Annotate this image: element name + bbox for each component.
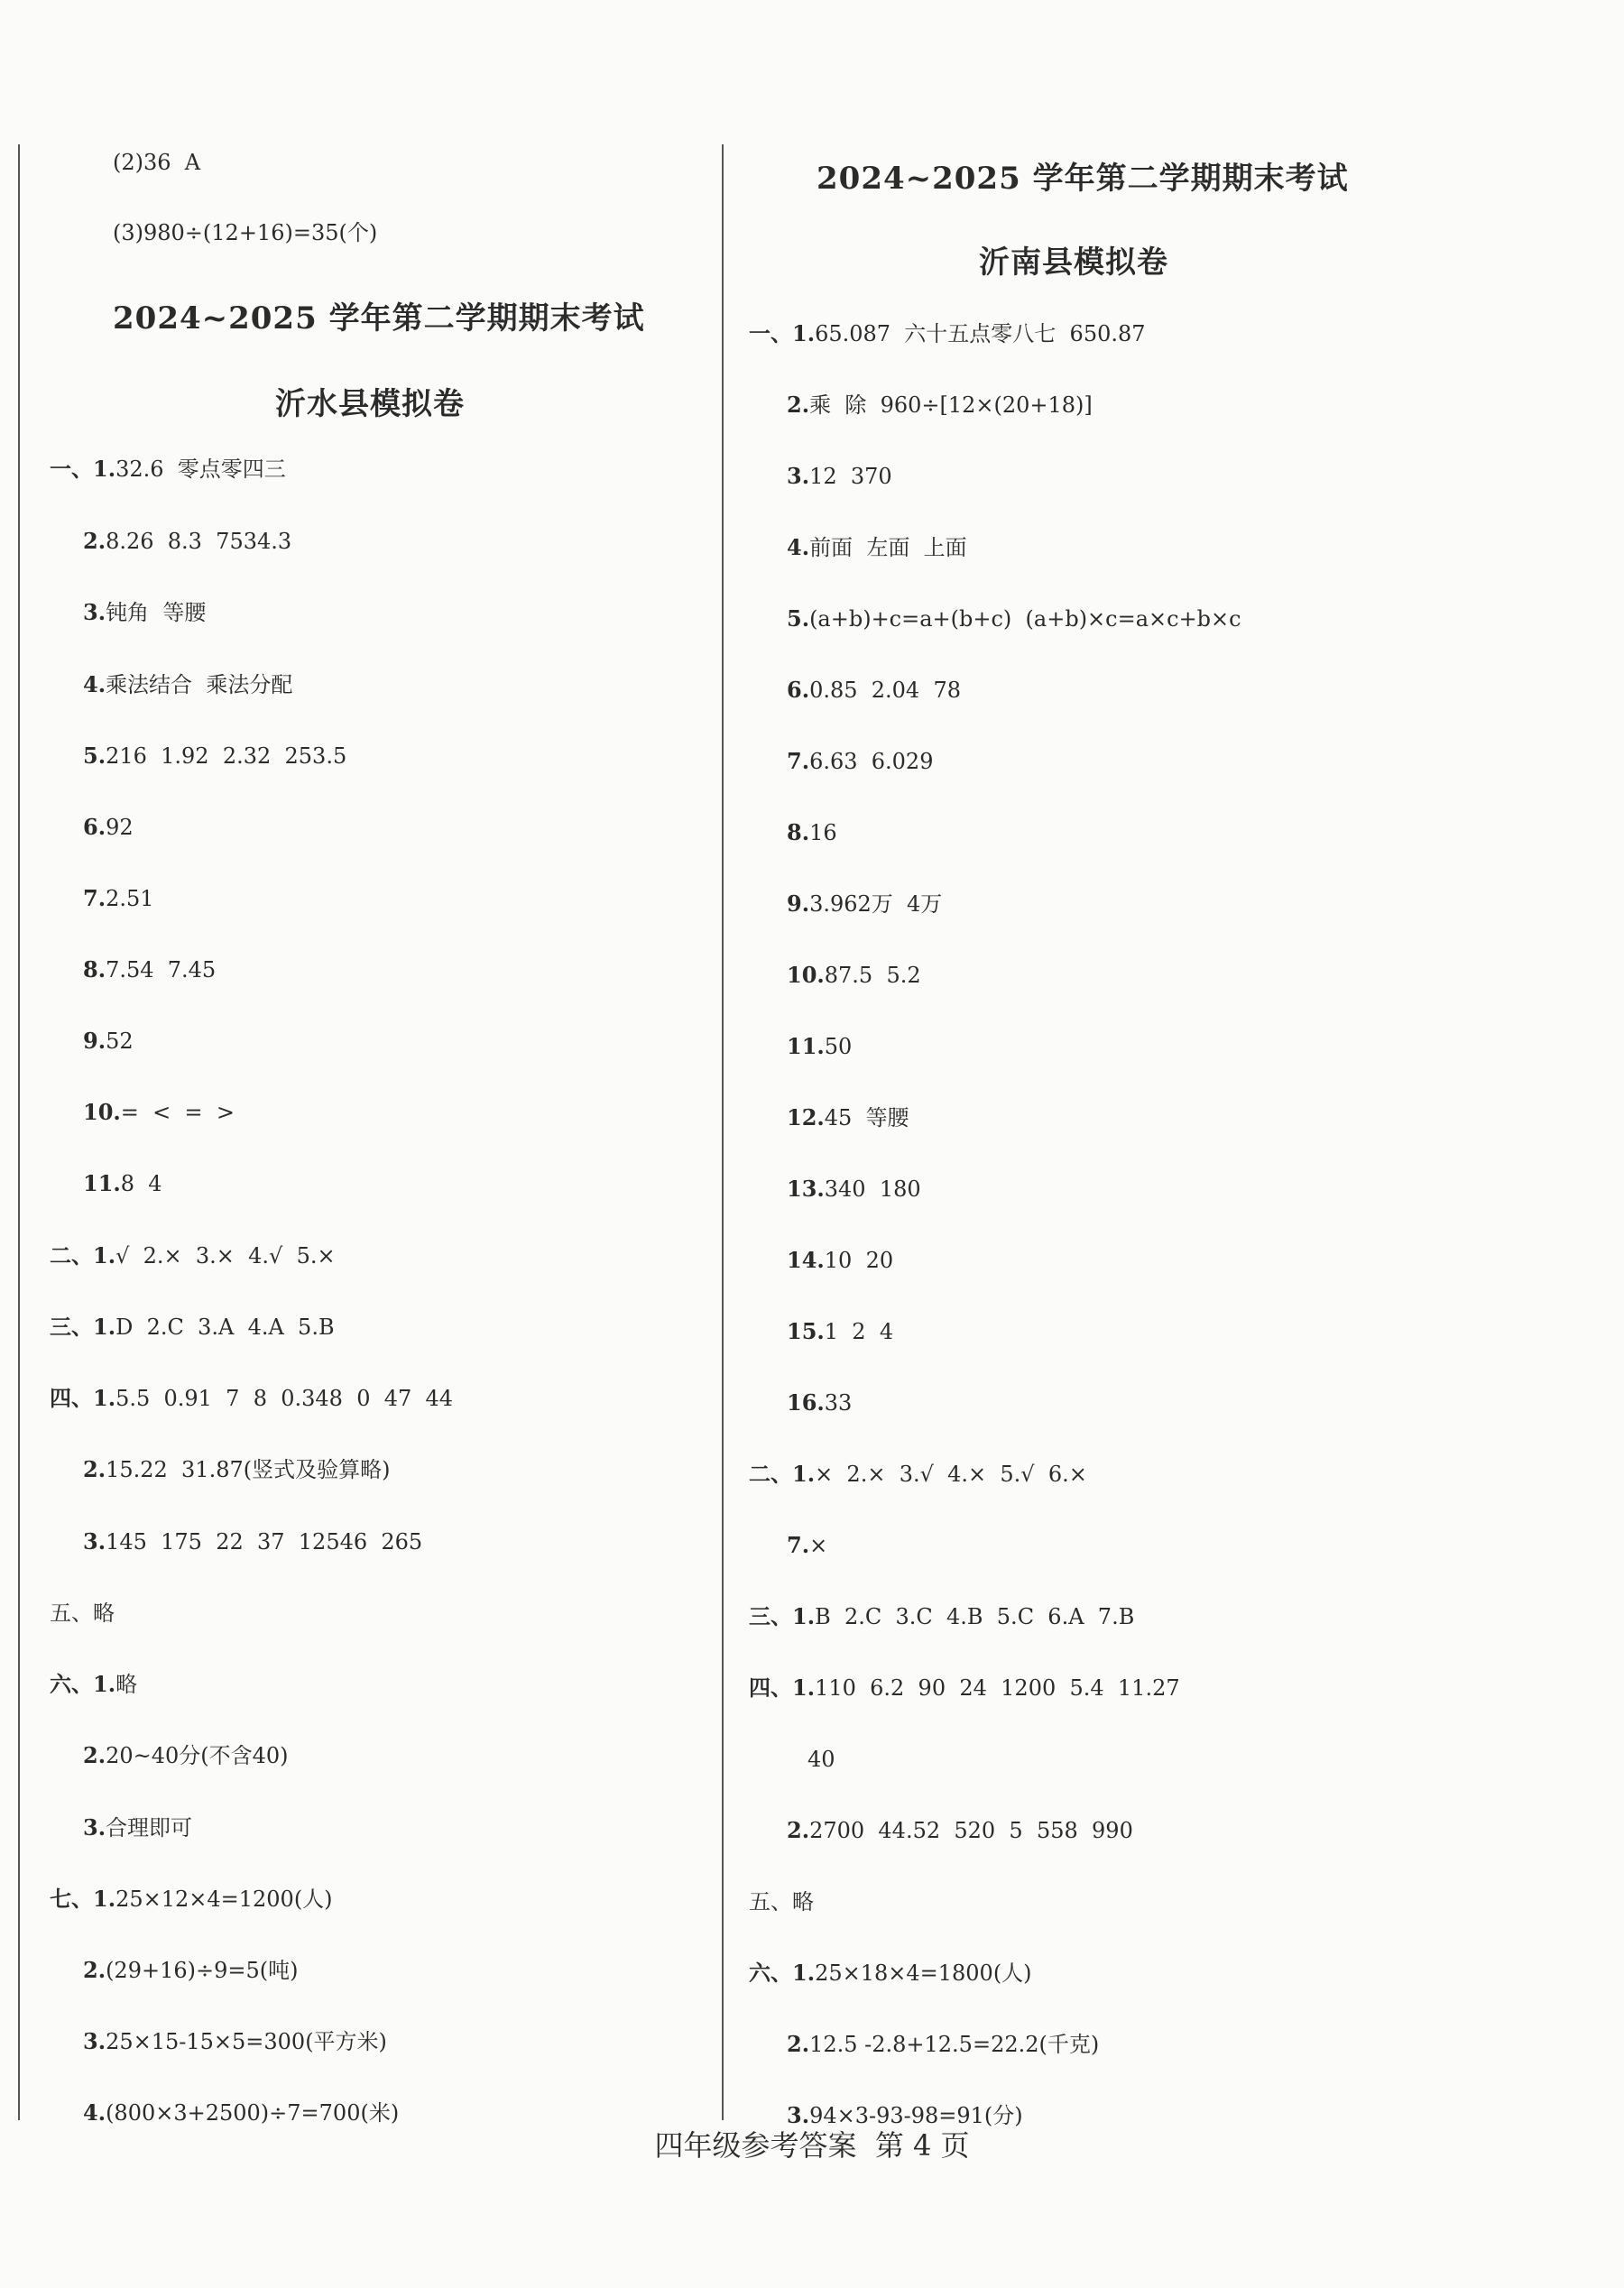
answer-line: [113, 219, 377, 246]
answer-number: 12.: [787, 1104, 825, 1130]
answer-line: [113, 149, 200, 176]
left-heading-1: 2024~2025 学年第二学期期末考试: [113, 300, 645, 337]
answer-text: 15.22 31.87(竖式及验算略): [106, 1457, 391, 1482]
answer-number: 4.: [83, 671, 106, 697]
answer-text: 25×15-15×5=300(平方米): [106, 2029, 387, 2054]
answer-line: [807, 1746, 835, 1773]
answer-line: [787, 463, 892, 490]
answer-line: [83, 1099, 235, 1126]
answer-text: B 2.C 3.C 4.B 5.C 6.A 7.B: [815, 1604, 1135, 1629]
answer-text: 1 2 4: [824, 1319, 894, 1344]
answer-line: [787, 890, 942, 918]
answer-text: 94×3-93-98=91(分): [809, 2103, 1023, 2128]
answer-text: (a+b)+c=a+(b+c) (a+b)×c=a×c+b×c: [809, 606, 1241, 632]
answer-text: 7.54 7.45: [106, 957, 217, 983]
answer-text: 40: [807, 1747, 835, 1772]
answer-line: [83, 743, 346, 770]
answer-number: 5.: [787, 605, 810, 632]
answer-text: (3)980÷(12+16)=35(个): [113, 220, 378, 245]
right-heading-1: 2024~2025 学年第二学期期末考试: [817, 161, 1349, 197]
answer-number: 10.: [787, 962, 825, 988]
answer-text: 8.26 8.3 7534.3: [106, 529, 292, 554]
answer-number: 2.: [787, 2031, 810, 2057]
answer-line: [749, 1674, 1180, 1702]
answer-number: 6.: [787, 677, 810, 703]
answer-number: 8.: [83, 956, 106, 983]
answer-line: [83, 671, 292, 698]
answer-number: 15.: [787, 1318, 825, 1344]
answer-text: 52: [106, 1029, 134, 1054]
answer-line: [83, 2028, 387, 2055]
answer-number: 3.: [83, 1528, 106, 1555]
answer-number: 二、1.: [50, 1242, 116, 1269]
answer-text: 12.5 -2.8+12.5=22.2(千克): [809, 2032, 1100, 2057]
answer-line: [749, 320, 1146, 347]
answer-number: 9.: [83, 1028, 106, 1054]
answer-number: 2.: [83, 1742, 106, 1768]
answer-number: 七、1.: [50, 1886, 116, 1912]
answer-text: 合理即可: [106, 1815, 193, 1841]
right-heading-2: 沂南县模拟卷: [979, 244, 1168, 281]
answer-text: 略: [115, 1672, 138, 1697]
answer-text: (29+16)÷9=5(吨): [106, 1958, 299, 1983]
answer-text: 25×18×4=1800(人): [815, 1960, 1032, 1986]
answer-text: ×: [809, 1533, 828, 1558]
answer-text: 乘法结合 乘法分配: [106, 672, 293, 697]
answer-number: 3.: [83, 599, 106, 625]
answer-text: 50: [824, 1034, 853, 1059]
answer-text: 110 6.2 90 24 1200 5.4 11.27: [815, 1675, 1180, 1701]
answer-line: [83, 814, 134, 841]
answer-text: 前面 左面 上面: [809, 535, 967, 560]
answer-text: 65.087 六十五点零八七 650.87: [815, 321, 1146, 346]
answer-line: [787, 2031, 1099, 2058]
answer-line: [83, 1957, 298, 1984]
answer-line: [83, 1814, 192, 1841]
answer-line: [749, 1603, 1134, 1630]
answer-number: 二、1.: [749, 1461, 816, 1487]
answer-text: 12 370: [809, 464, 892, 489]
answer-text: (800×3+2500)÷7=700(米): [106, 2100, 400, 2126]
answer-text: 87.5 5.2: [824, 963, 921, 988]
answer-text: 6.63 6.029: [809, 749, 934, 774]
answer-text: 340 180: [824, 1176, 921, 1202]
answer-line: [83, 885, 154, 912]
answer-number: 4.: [83, 2099, 106, 2126]
answer-number: 2.: [83, 1957, 106, 1983]
answer-text: 10 20: [824, 1248, 894, 1273]
answer-text: 五、略: [749, 1889, 814, 1914]
answer-number: 7.: [787, 1532, 810, 1558]
answer-number: 11.: [83, 1170, 121, 1196]
page-footer: 四年级参考答案 第 4 页: [654, 2128, 970, 2163]
answer-line: [83, 956, 216, 983]
answer-number: 六、1.: [50, 1671, 116, 1697]
answer-line: [787, 1176, 921, 1203]
answer-text: 25×12×4=1200(人): [115, 1887, 333, 1912]
answer-text: 16: [809, 820, 837, 845]
answer-line: [787, 1318, 893, 1345]
answer-number: 三、1.: [749, 1603, 816, 1629]
answer-text: 五、略: [50, 1601, 115, 1626]
answer-line: [83, 1528, 422, 1555]
answer-number: 2.: [787, 392, 810, 418]
answer-line: [83, 599, 206, 626]
answer-number: 三、1.: [50, 1314, 116, 1340]
answer-line: [50, 1600, 115, 1627]
answer-text: 0.85 2.04 78: [809, 678, 961, 703]
answer-line: [787, 1104, 909, 1131]
answer-line: [83, 1028, 134, 1055]
answer-text: 92: [106, 815, 134, 840]
answer-number: 11.: [787, 1033, 825, 1059]
answer-line: [787, 605, 1241, 632]
answer-number: 四、1.: [50, 1385, 116, 1411]
answer-number: 一、1.: [749, 320, 816, 346]
answer-line: [749, 1461, 1087, 1488]
answer-text: 2.51: [106, 886, 154, 911]
answer-line: [83, 1456, 390, 1483]
answer-number: 四、1.: [749, 1674, 816, 1701]
answer-text: 钝角 等腰: [106, 600, 207, 625]
answer-number: 7.: [83, 885, 106, 911]
answer-line: [787, 1247, 893, 1274]
answer-number: 8.: [787, 819, 810, 845]
answer-line: [787, 392, 1093, 419]
answer-line: [787, 1033, 852, 1060]
answer-line: [50, 456, 286, 483]
answer-text: 20~40分(不含40): [106, 1743, 289, 1768]
answer-text: 2700 44.52 520 5 558 990: [809, 1818, 1133, 1843]
answer-number: 2.: [83, 1456, 106, 1482]
answer-number: 13.: [787, 1176, 825, 1202]
answer-line: [50, 1314, 335, 1341]
answer-text: 8 4: [120, 1171, 162, 1196]
answer-line: [787, 677, 961, 704]
answer-number: 6.: [83, 814, 106, 840]
answer-number: 7.: [787, 748, 810, 774]
answer-line: [83, 528, 291, 555]
answer-number: 2.: [83, 528, 106, 554]
answer-number: 16.: [787, 1389, 825, 1416]
answer-line: [50, 1671, 137, 1698]
left-margin-rule: [18, 144, 20, 2120]
answer-text: 32.6 零点零四三: [115, 457, 286, 482]
answer-text: 5.5 0.91 7 8 0.348 0 47 44: [115, 1386, 454, 1411]
answer-text: 乘 除 960÷[12×(20+18)]: [809, 392, 1093, 418]
answer-line: [50, 1886, 333, 1913]
answer-number: 2.: [787, 1817, 810, 1843]
answer-number: 10.: [83, 1099, 121, 1125]
answer-line: [749, 1888, 814, 1915]
answer-line: [787, 748, 933, 775]
answer-line: [50, 1385, 453, 1412]
answer-line: [749, 1960, 1032, 1987]
answer-text: D 2.C 3.A 4.A 5.B: [115, 1315, 335, 1340]
answer-number: 3.: [83, 1814, 106, 1841]
answer-line: [83, 1742, 289, 1769]
answer-number: 14.: [787, 1247, 825, 1273]
column-divider: [722, 144, 724, 2120]
answer-line: [787, 1532, 827, 1559]
answer-number: 3.: [83, 2028, 106, 2054]
answer-text: 145 175 22 37 12546 265: [106, 1529, 423, 1555]
answer-line: [787, 962, 921, 989]
left-heading-2: 沂水县模拟卷: [275, 386, 465, 422]
answer-line: [787, 1389, 852, 1416]
answer-text: 3.962万 4万: [809, 891, 943, 917]
answer-text: (2)36 A: [113, 150, 201, 175]
answer-text: = < = >: [120, 1100, 235, 1125]
answer-line: [787, 534, 967, 561]
answer-number: 3.: [787, 2102, 810, 2128]
answer-text: 45 等腰: [824, 1105, 909, 1130]
answer-text: 216 1.92 2.32 253.5: [106, 743, 347, 769]
answer-line: [787, 1817, 1133, 1844]
answer-number: 3.: [787, 463, 810, 489]
answer-number: 六、1.: [749, 1960, 816, 1986]
answer-text: √ 2.× 3.× 4.√ 5.×: [115, 1243, 336, 1269]
answer-line: [83, 1170, 162, 1197]
answer-number: 5.: [83, 743, 106, 769]
answer-text: 33: [824, 1390, 853, 1416]
answer-line: [50, 1242, 336, 1269]
answer-number: 一、1.: [50, 456, 116, 482]
answer-text: × 2.× 3.√ 4.× 5.√ 6.×: [815, 1462, 1087, 1487]
answer-number: 9.: [787, 890, 810, 917]
answer-number: 4.: [787, 534, 810, 560]
answer-line: [787, 819, 837, 846]
